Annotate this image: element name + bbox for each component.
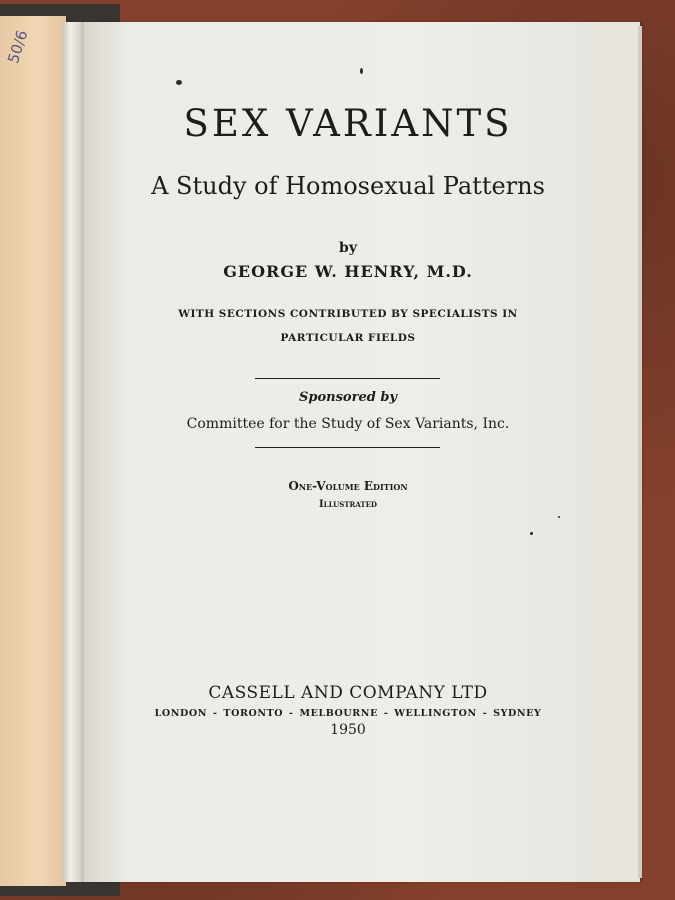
title-page (84, 22, 640, 882)
sponsored-label: Sponsored by (299, 390, 397, 405)
book-title: SEX VARIANTS (183, 102, 513, 145)
sponsor-name: Committee for the Study of Sex Variants, Inc. (186, 416, 510, 432)
publication-year: 1950 (330, 722, 366, 738)
ink-speck (558, 516, 560, 518)
ink-speck (176, 80, 182, 85)
contributors-line-2: PARTICULAR FIELDS (280, 332, 416, 344)
handwritten-price-note: 50/6 (4, 27, 32, 66)
book-subtitle: A Study of Homosexual Patterns (151, 172, 545, 200)
by-label: by (339, 240, 357, 256)
flyleaf (0, 16, 66, 886)
divider-rule-bottom (255, 447, 440, 448)
publisher-name: CASSELL AND COMPANY LTD (208, 683, 488, 703)
ink-speck (360, 68, 363, 74)
page-edge (638, 26, 642, 878)
divider-rule-top (255, 378, 440, 379)
edition-label: One-Volume Edition (288, 479, 408, 493)
contributors-line-1: WITH SECTIONS CONTRIBUTED BY SPECIALISTS IN (178, 308, 518, 320)
author-name: GEORGE W. HENRY, M.D. (223, 262, 473, 281)
contributors-note (84, 302, 612, 350)
book-gutter (62, 22, 86, 882)
publisher-cities: LONDON - TORONTO - MELBOURNE - WELLINGTON - SYDNEY (154, 708, 542, 719)
ink-speck (530, 532, 533, 535)
illustrated-label: Illustrated (319, 499, 377, 510)
